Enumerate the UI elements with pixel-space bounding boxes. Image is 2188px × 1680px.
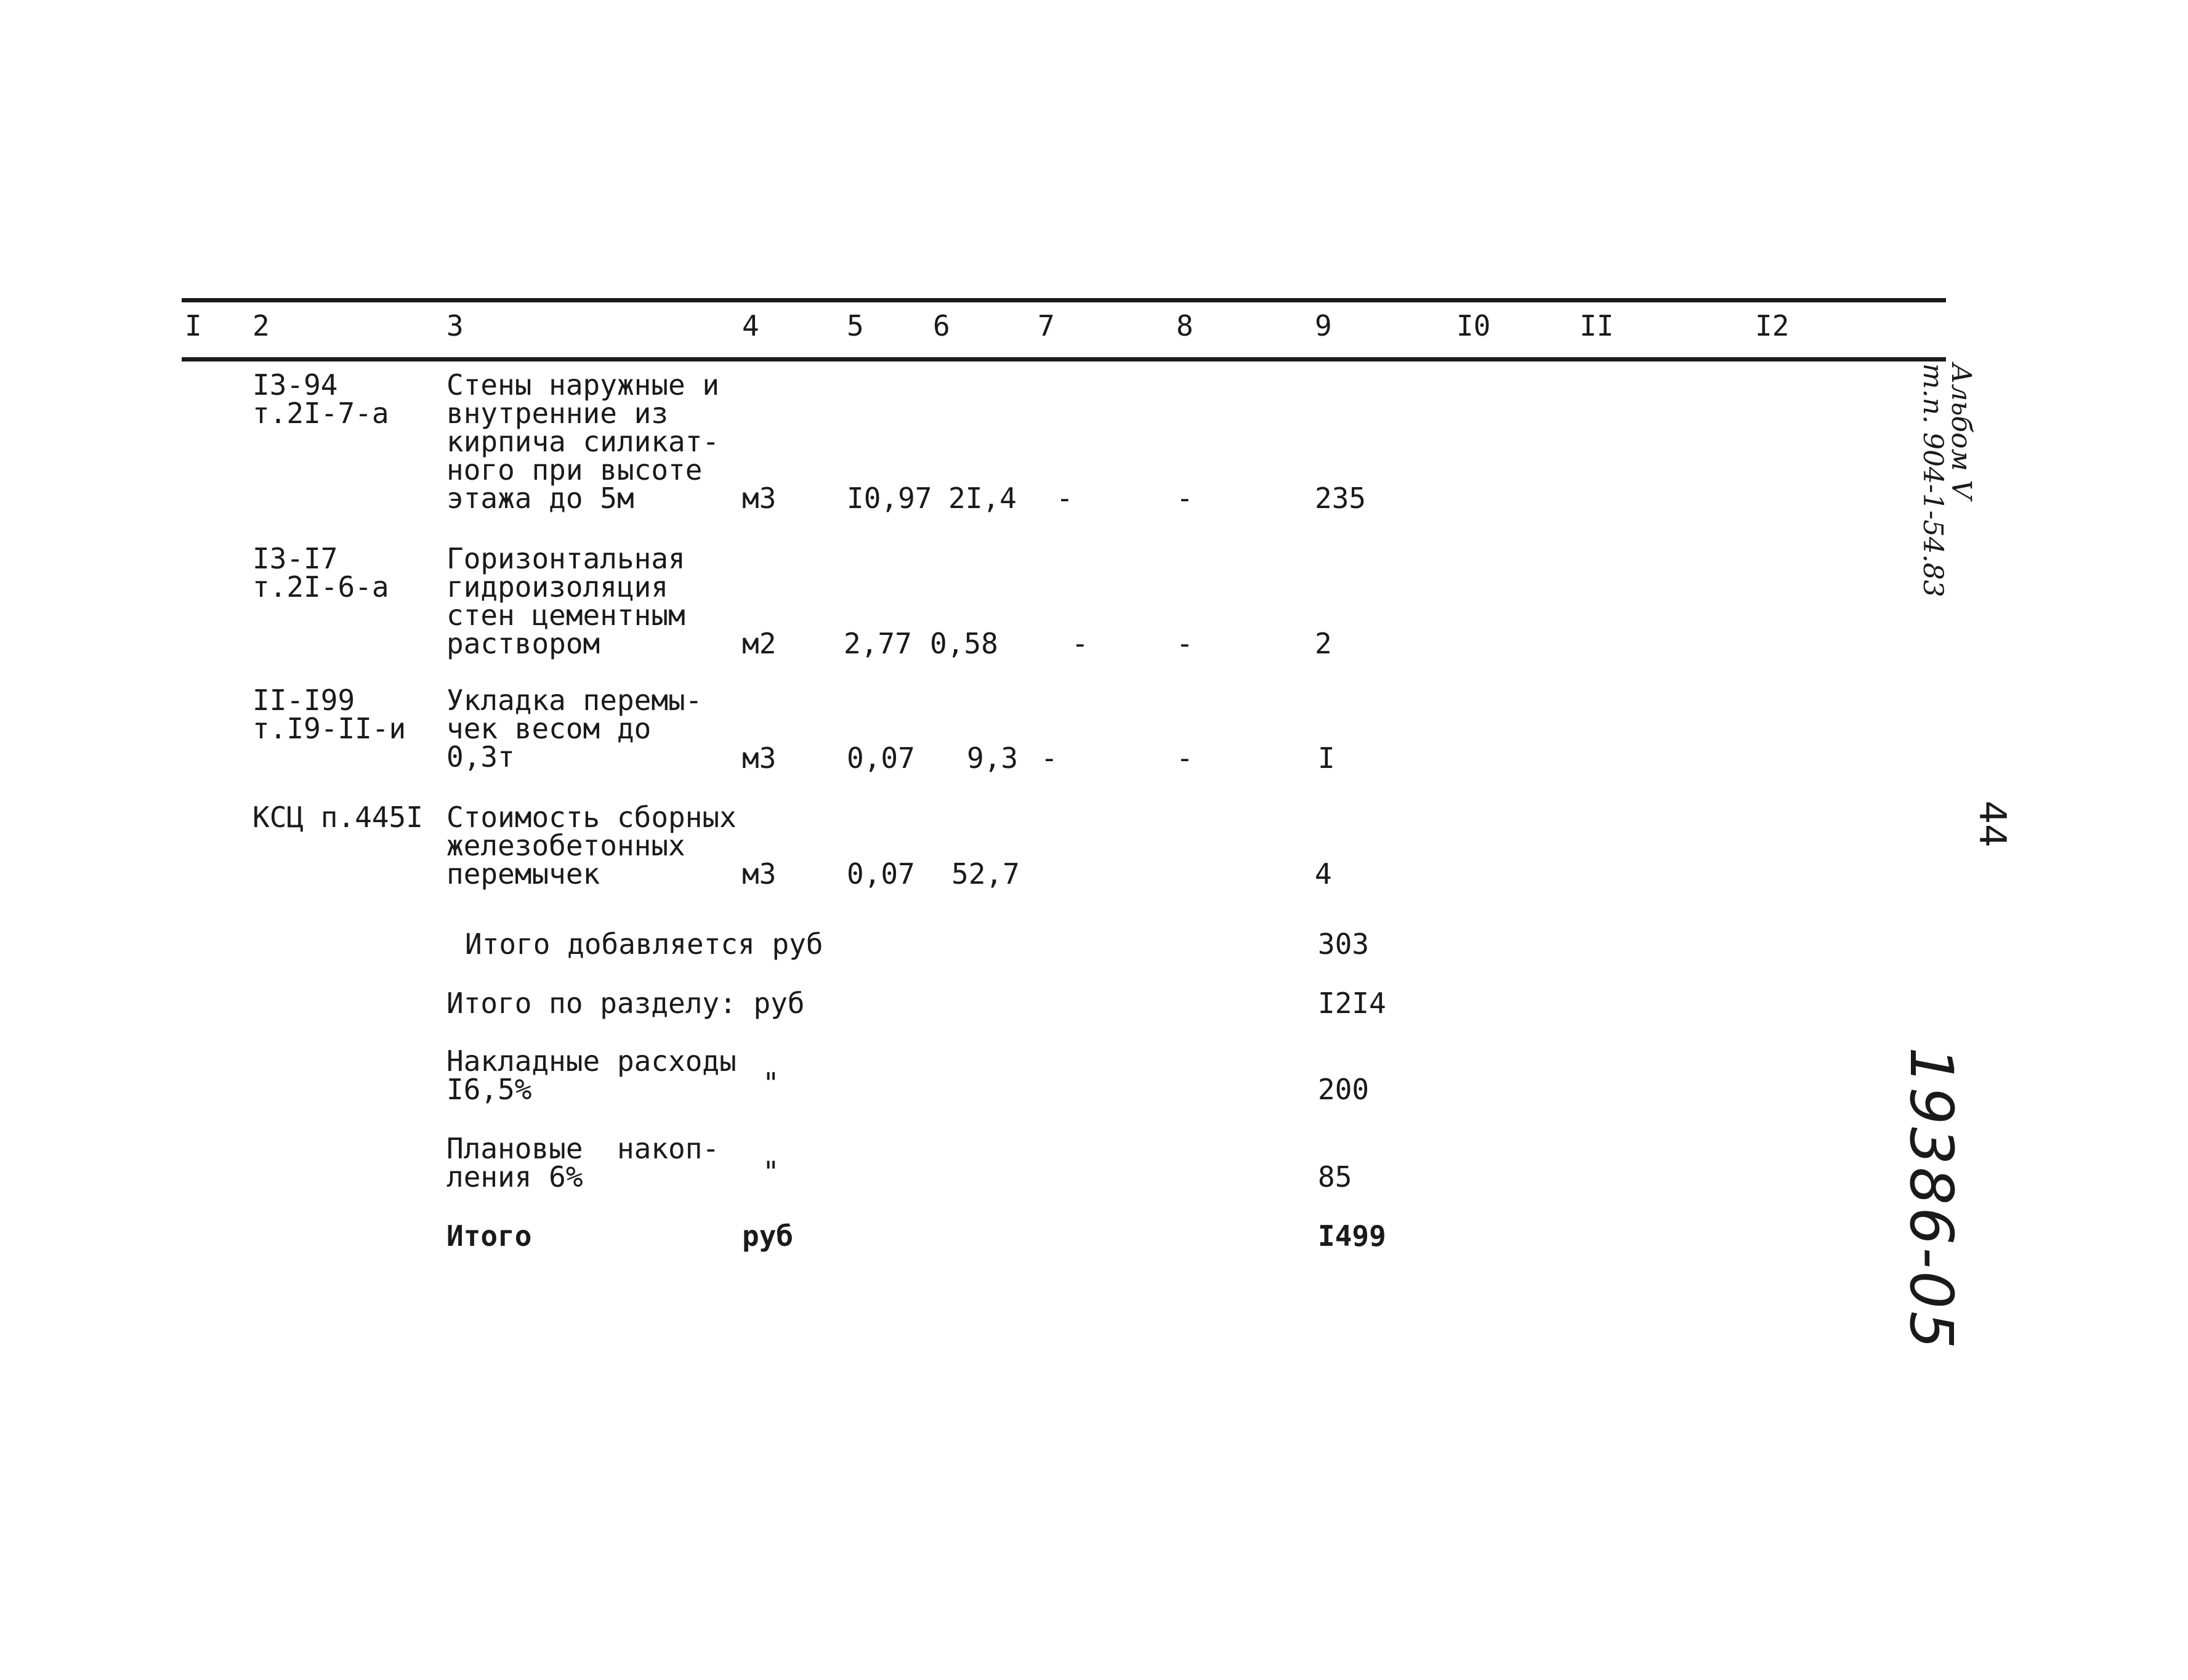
row-total: 235 (1315, 482, 1366, 515)
summary-label: Итого добавляется руб (465, 927, 823, 961)
row-unit: м3 (742, 741, 777, 775)
summary-value: 303 (1318, 927, 1370, 961)
album-reference-note: Альбом V т.п. 904-1-54.83 (1917, 363, 1977, 597)
row-unit: м3 (742, 857, 777, 890)
row-price: 2I,4 (948, 482, 1017, 515)
row-description: Стены наружные и внутренние из кирпича силикат- ного при высоте этажа до 5м (446, 368, 720, 515)
row-qty: 0,07 (847, 741, 915, 775)
row-code: II-I99 т.I9-II-и (252, 684, 406, 745)
column-header-2: 2 (252, 309, 270, 342)
table-top-rule (182, 298, 1946, 302)
row-qty: 0,07 (847, 857, 915, 890)
column-header-7: 7 (1038, 309, 1055, 342)
column-header-10: I0 (1456, 309, 1491, 342)
row-qty: I0,97 (847, 482, 932, 515)
summary-label: Итого (446, 1219, 532, 1253)
column-header-3: 3 (446, 309, 464, 342)
document-number: 19386-05 (1897, 1047, 1966, 1352)
column-header-11: II (1580, 309, 1614, 342)
summary-value: I499 (1318, 1219, 1386, 1253)
row-qty: 2,77 (844, 627, 912, 660)
summary-unit: " (762, 1067, 780, 1100)
row-code: I3-94 т.2I-7-а (252, 368, 389, 430)
row-code: КСЦ п.445I (252, 801, 423, 834)
summary-value: 85 (1318, 1160, 1352, 1193)
summary-unit: " (762, 1155, 780, 1189)
row-price: 0,58 (930, 627, 998, 660)
column-header-1: I (185, 309, 202, 342)
summary-label: Плановые накоп- ления 6% (446, 1132, 720, 1193)
summary-value: 200 (1318, 1073, 1370, 1106)
summary-label: Накладные расходы I6,5% (446, 1044, 737, 1106)
summary-unit: руб (742, 1219, 794, 1253)
row-col7: - (1056, 482, 1073, 515)
row-description: Укладка перемы- чек весом до 0,3т (446, 684, 703, 773)
row-description: Горизонтальная гидроизоляция стен цементным раствором (446, 542, 685, 660)
row-total: I (1318, 741, 1335, 775)
row-description: Стоимость сборных железобетонных перемычек (446, 801, 737, 890)
summary-value: I2I4 (1318, 987, 1386, 1020)
row-total: 4 (1315, 857, 1332, 890)
row-col7: - (1041, 741, 1058, 775)
summary-label: Итого по разделу: руб (446, 987, 805, 1020)
row-price: 9,3 (967, 741, 1019, 775)
column-header-5: 5 (847, 309, 864, 342)
column-header-9: 9 (1315, 309, 1332, 342)
row-total: 2 (1315, 627, 1332, 660)
row-col8: - (1176, 627, 1193, 660)
column-header-4: 4 (742, 309, 759, 342)
column-header-8: 8 (1176, 309, 1193, 342)
row-unit: м2 (742, 627, 777, 660)
row-code: I3-I7 т.2I-6-а (252, 542, 389, 604)
row-price: 52,7 (951, 857, 1020, 890)
table-header-rule (182, 357, 1946, 361)
column-header-6: 6 (933, 309, 950, 342)
page-number: 44 (1971, 801, 2014, 848)
row-col7: - (1072, 627, 1089, 660)
row-col8: - (1176, 482, 1193, 515)
row-unit: м3 (742, 482, 777, 515)
column-header-12: I2 (1755, 309, 1790, 342)
row-col8: - (1176, 741, 1193, 775)
